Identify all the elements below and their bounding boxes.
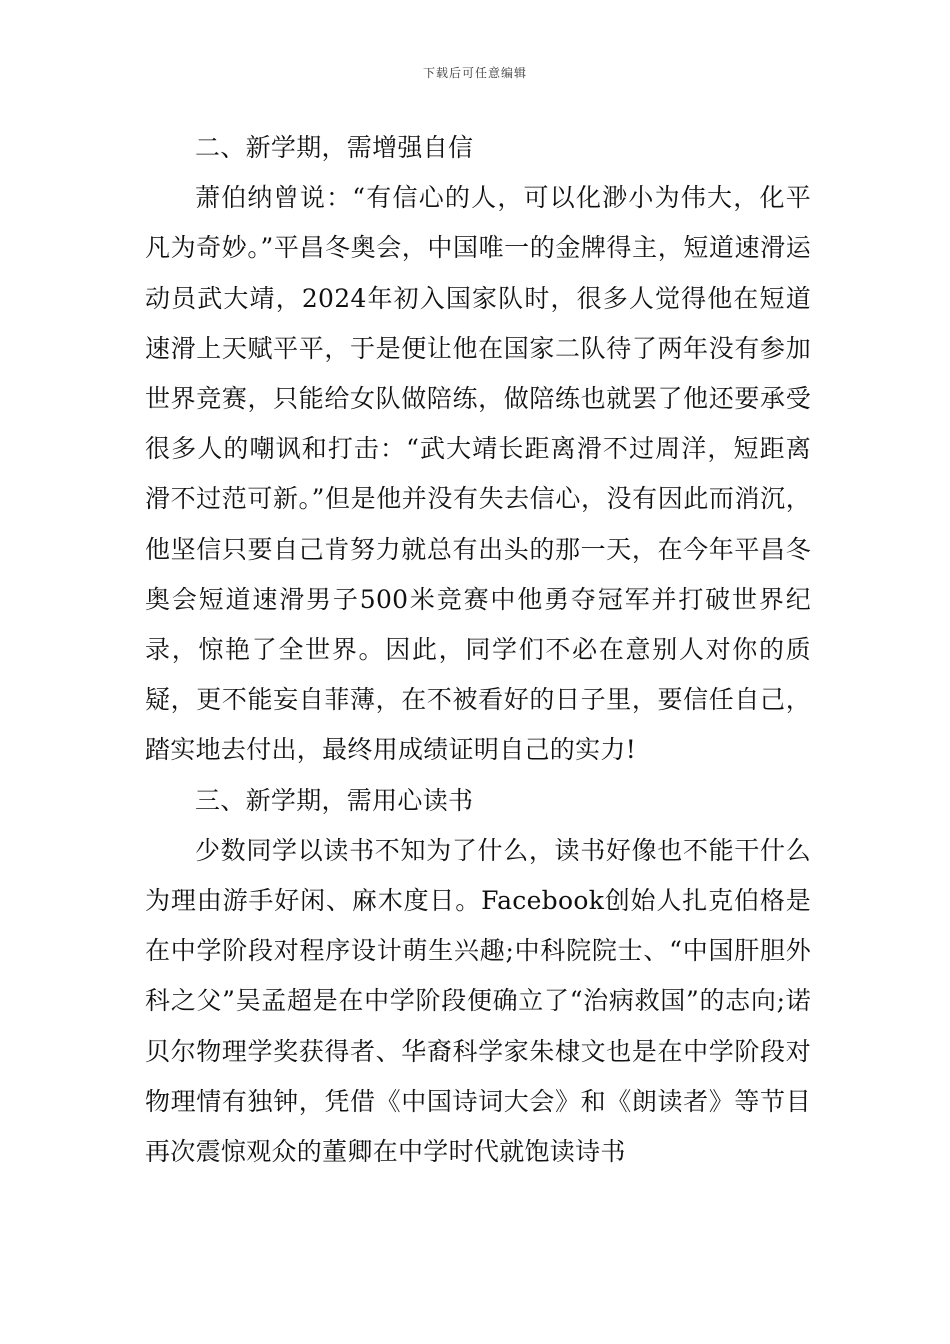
document-body [145, 123, 811, 1177]
page-header-note: 下载后可任意编辑 [422, 66, 527, 80]
section-heading-reading: 三、新学期，需用心读书 [195, 785, 474, 815]
paragraph-reading: 少数同学以读书不知为了什么，读书好像也不能干什么为理由游手好闲、麻木度日。Facebook创始人扎克伯格是在中学阶段对程序设计萌生兴趣;中科院院士、“中国肝胆外科之父”吴孟超是在中学阶段便确立了“治病救国”的志向;诺贝尔物理学奖获得者、华裔科学家朱棣文也是在中学阶段对物理情有独钟，凭借《中国诗词大会》和《朗读者》等节目再次震惊观众的董卿在中学时代就饱读诗书 [145, 835, 811, 1167]
paragraph-confidence: 萧伯纳曾说：“有信心的人，可以化渺小为伟大，化平凡为奇妙。”平昌冬奥会，中国唯一的金牌得主，短道速滑运动员武大靖，2024年初入国家队时，很多人觉得他在短道速滑上天赋平平，于是便让他在国家二队待了两年没有参加世界竞赛，只能给女队做陪练，做陪练也就罢了他还要承受很多人的嘲讽和打击：“武大靖长距离滑不过周洋，短距离滑不过范可新。”但是他并没有失去信心，没有因此而消沉，他坚信只要自己肯努力就总有出头的那一天，在今年平昌冬奥会短道速滑男子500米竞赛中他勇夺冠军并打破世界纪录，惊艳了全世界。因此，同学们不必在意别人对你的质疑，更不能妄自菲薄，在不被看好的日子里，要信任自己，踏实地去付出，最终用成绩证明自己的实力! [145, 183, 811, 765]
section-heading-confidence: 二、新学期，需增强自信 [195, 133, 474, 162]
